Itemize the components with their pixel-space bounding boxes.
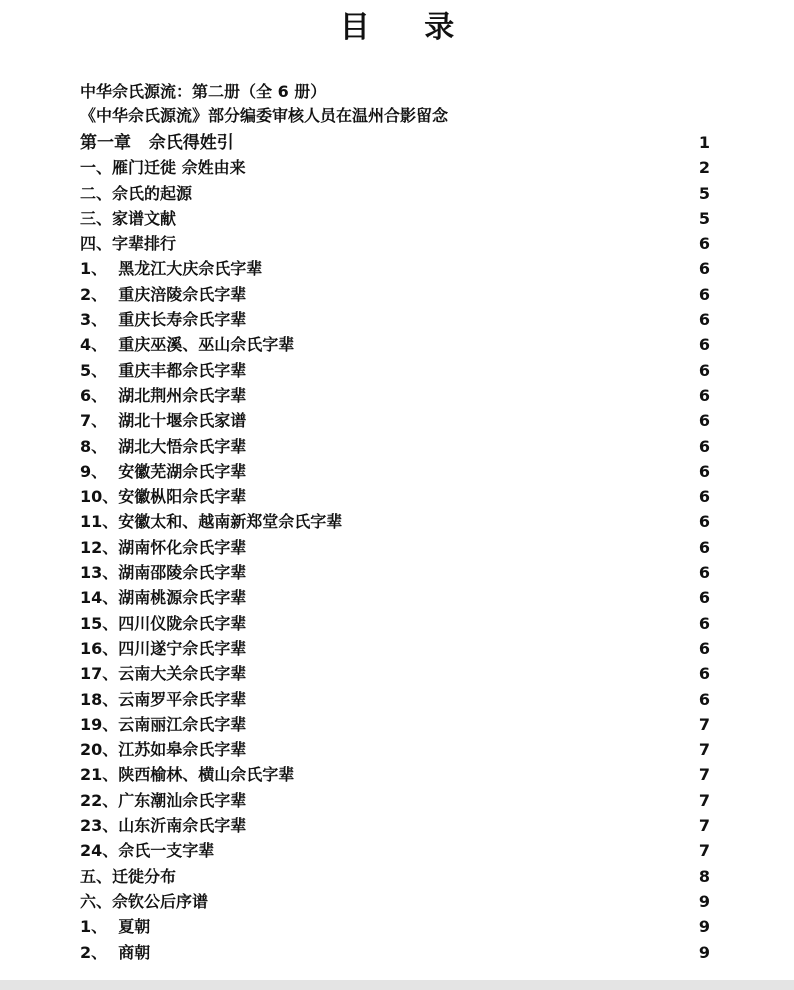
toc-entry-label: 9、 安徽芜湖佘氏字辈 bbox=[80, 461, 247, 481]
intro-line-book-title: 中华佘氏源流：第二册（全 6 册） bbox=[80, 82, 327, 101]
toc-entry[interactable] bbox=[80, 358, 710, 383]
toc-entry[interactable] bbox=[80, 712, 710, 737]
toc-entry-label: 二、佘氏的起源 bbox=[80, 183, 193, 203]
toc-entry-label: 2、 重庆涪陵佘氏字辈 bbox=[80, 284, 247, 304]
toc-entry-label: 18、云南罗平佘氏字辈 bbox=[80, 689, 247, 709]
toc-entry-label: 一、雁门迁徙 佘姓由来 bbox=[80, 158, 246, 178]
toc-entry-page-number: 6 bbox=[698, 487, 710, 507]
toc-entry[interactable] bbox=[80, 332, 710, 357]
toc-entry-page-number: 7 bbox=[698, 841, 710, 861]
bottom-scroll-bar bbox=[0, 980, 794, 990]
toc-entry-label: 12、湖南怀化佘氏字辈 bbox=[80, 537, 247, 557]
toc-entry-page-number: 7 bbox=[698, 790, 710, 810]
toc-entry-page-number: 6 bbox=[698, 234, 710, 254]
toc-entry[interactable] bbox=[80, 661, 710, 686]
toc-entry[interactable] bbox=[80, 914, 710, 939]
toc-entry-page-number: 6 bbox=[698, 284, 710, 304]
toc-entry[interactable] bbox=[80, 130, 710, 155]
toc-entry-label: 17、云南大关佘氏字辈 bbox=[80, 664, 247, 684]
toc-entry[interactable] bbox=[80, 408, 710, 433]
toc-entry-page-number: 1 bbox=[698, 133, 710, 152]
toc-entry[interactable] bbox=[80, 256, 710, 281]
toc-entry-label: 1、 黑龙江大庆佘氏字辈 bbox=[80, 259, 263, 279]
toc-entry[interactable] bbox=[80, 940, 710, 965]
toc-entry[interactable] bbox=[80, 560, 710, 585]
toc-entry-page-number: 7 bbox=[698, 740, 710, 760]
toc-entry-page-number: 9 bbox=[698, 891, 710, 911]
toc-entry-page-number: 7 bbox=[698, 714, 710, 734]
toc-entry-page-number: 6 bbox=[698, 588, 710, 608]
toc-entry-label: 六、佘钦公后序谱 bbox=[80, 891, 209, 911]
toc-entry-page-number: 6 bbox=[698, 360, 710, 380]
toc-entry-label: 2、 商朝 bbox=[80, 942, 151, 962]
toc-entry-page-number: 6 bbox=[698, 638, 710, 658]
toc-entry-label: 8、 湖北大悟佘氏字辈 bbox=[80, 436, 247, 456]
toc-entry-label: 7、 湖北十堰佘氏家谱 bbox=[80, 411, 247, 431]
toc-entry-page-number: 6 bbox=[698, 689, 710, 709]
toc-entry[interactable] bbox=[80, 181, 710, 206]
toc-entry-label: 22、广东潮汕佘氏字辈 bbox=[80, 790, 247, 810]
toc-entry-label: 10、安徽枞阳佘氏字辈 bbox=[80, 487, 247, 507]
toc-entry[interactable] bbox=[80, 307, 710, 332]
toc-entry[interactable] bbox=[80, 611, 710, 636]
toc-entry-label: 四、字辈排行 bbox=[80, 234, 177, 254]
toc-entry-page-number: 6 bbox=[698, 411, 710, 431]
toc-entry-page-number: 6 bbox=[698, 259, 710, 279]
toc-entry-label: 13、湖南邵陵佘氏字辈 bbox=[80, 563, 247, 583]
toc-entry-page-number: 6 bbox=[698, 563, 710, 583]
toc-entry-page-number: 2 bbox=[698, 158, 710, 178]
toc-entry-page-number: 9 bbox=[698, 917, 710, 937]
toc-entry[interactable] bbox=[80, 585, 710, 610]
toc-entry-page-number: 5 bbox=[698, 183, 710, 203]
toc-entry-label: 1、 夏朝 bbox=[80, 917, 151, 937]
toc-entry[interactable] bbox=[80, 636, 710, 661]
toc-entry[interactable] bbox=[80, 383, 710, 408]
toc-entry[interactable] bbox=[80, 762, 710, 787]
toc-entry-label: 三、家谱文献 bbox=[80, 208, 177, 228]
toc-entry-label: 24、佘氏一支字辈 bbox=[80, 841, 215, 861]
toc-entry-label: 23、山东沂南佘氏字辈 bbox=[80, 816, 247, 836]
toc-entry-page-number: 5 bbox=[698, 208, 710, 228]
toc-entry-page-number: 6 bbox=[698, 664, 710, 684]
toc-entry-label: 4、 重庆巫溪、巫山佘氏字辈 bbox=[80, 335, 295, 355]
toc-entry-label: 3、 重庆长寿佘氏字辈 bbox=[80, 310, 247, 330]
toc-entry-page-number: 6 bbox=[698, 310, 710, 330]
toc-entry[interactable] bbox=[80, 889, 710, 914]
toc-entry[interactable] bbox=[80, 155, 710, 180]
toc-entry[interactable] bbox=[80, 231, 710, 256]
toc-entry-label: 19、云南丽江佘氏字辈 bbox=[80, 714, 247, 734]
toc-entry[interactable] bbox=[80, 509, 710, 534]
toc-entry-page-number: 7 bbox=[698, 816, 710, 836]
toc-entry[interactable] bbox=[80, 687, 710, 712]
toc-entry-page-number: 6 bbox=[698, 461, 710, 481]
intro-block bbox=[80, 80, 680, 128]
toc-entry[interactable] bbox=[80, 434, 710, 459]
toc-entry-label: 五、迁徙分布 bbox=[80, 866, 177, 886]
toc-entry-page-number: 8 bbox=[698, 866, 710, 886]
table-of-contents bbox=[80, 130, 710, 965]
toc-entry-page-number: 9 bbox=[698, 942, 710, 962]
toc-entry-page-number: 6 bbox=[698, 537, 710, 557]
toc-entry[interactable] bbox=[80, 788, 710, 813]
toc-entry-label: 11、安徽太和、越南新郑堂佘氏字辈 bbox=[80, 512, 343, 532]
toc-entry-page-number: 7 bbox=[698, 765, 710, 785]
toc-entry-label: 20、江苏如皋佘氏字辈 bbox=[80, 740, 247, 760]
toc-entry[interactable] bbox=[80, 535, 710, 560]
toc-entry[interactable] bbox=[80, 864, 710, 889]
toc-entry-page-number: 6 bbox=[698, 512, 710, 532]
toc-entry-label: 6、 湖北荆州佘氏字辈 bbox=[80, 385, 247, 405]
toc-entry-label: 第一章 佘氏得姓引 bbox=[80, 133, 234, 153]
toc-entry-label: 15、四川仪陇佘氏字辈 bbox=[80, 613, 247, 633]
intro-line-photo-caption: 《中华佘氏源流》部分编委审核人员在温州合影留念 bbox=[80, 106, 449, 125]
toc-entry[interactable] bbox=[80, 459, 710, 484]
toc-entry-label: 14、湖南桃源佘氏字辈 bbox=[80, 588, 247, 608]
toc-entry[interactable] bbox=[80, 737, 710, 762]
toc-entry-page-number: 6 bbox=[698, 436, 710, 456]
toc-entry-page-number: 6 bbox=[698, 385, 710, 405]
page-title: 目 录 bbox=[339, 10, 477, 45]
toc-entry-label: 21、陕西榆林、横山佘氏字辈 bbox=[80, 765, 295, 785]
toc-entry[interactable] bbox=[80, 838, 710, 863]
toc-entry-label: 5、 重庆丰都佘氏字辈 bbox=[80, 360, 247, 380]
toc-entry-page-number: 6 bbox=[698, 613, 710, 633]
toc-entry-label: 16、四川遂宁佘氏字辈 bbox=[80, 638, 247, 658]
toc-entry[interactable] bbox=[80, 206, 710, 231]
toc-entry[interactable] bbox=[80, 813, 710, 838]
toc-entry[interactable] bbox=[80, 282, 710, 307]
toc-entry-page-number: 6 bbox=[698, 335, 710, 355]
toc-entry[interactable] bbox=[80, 484, 710, 509]
